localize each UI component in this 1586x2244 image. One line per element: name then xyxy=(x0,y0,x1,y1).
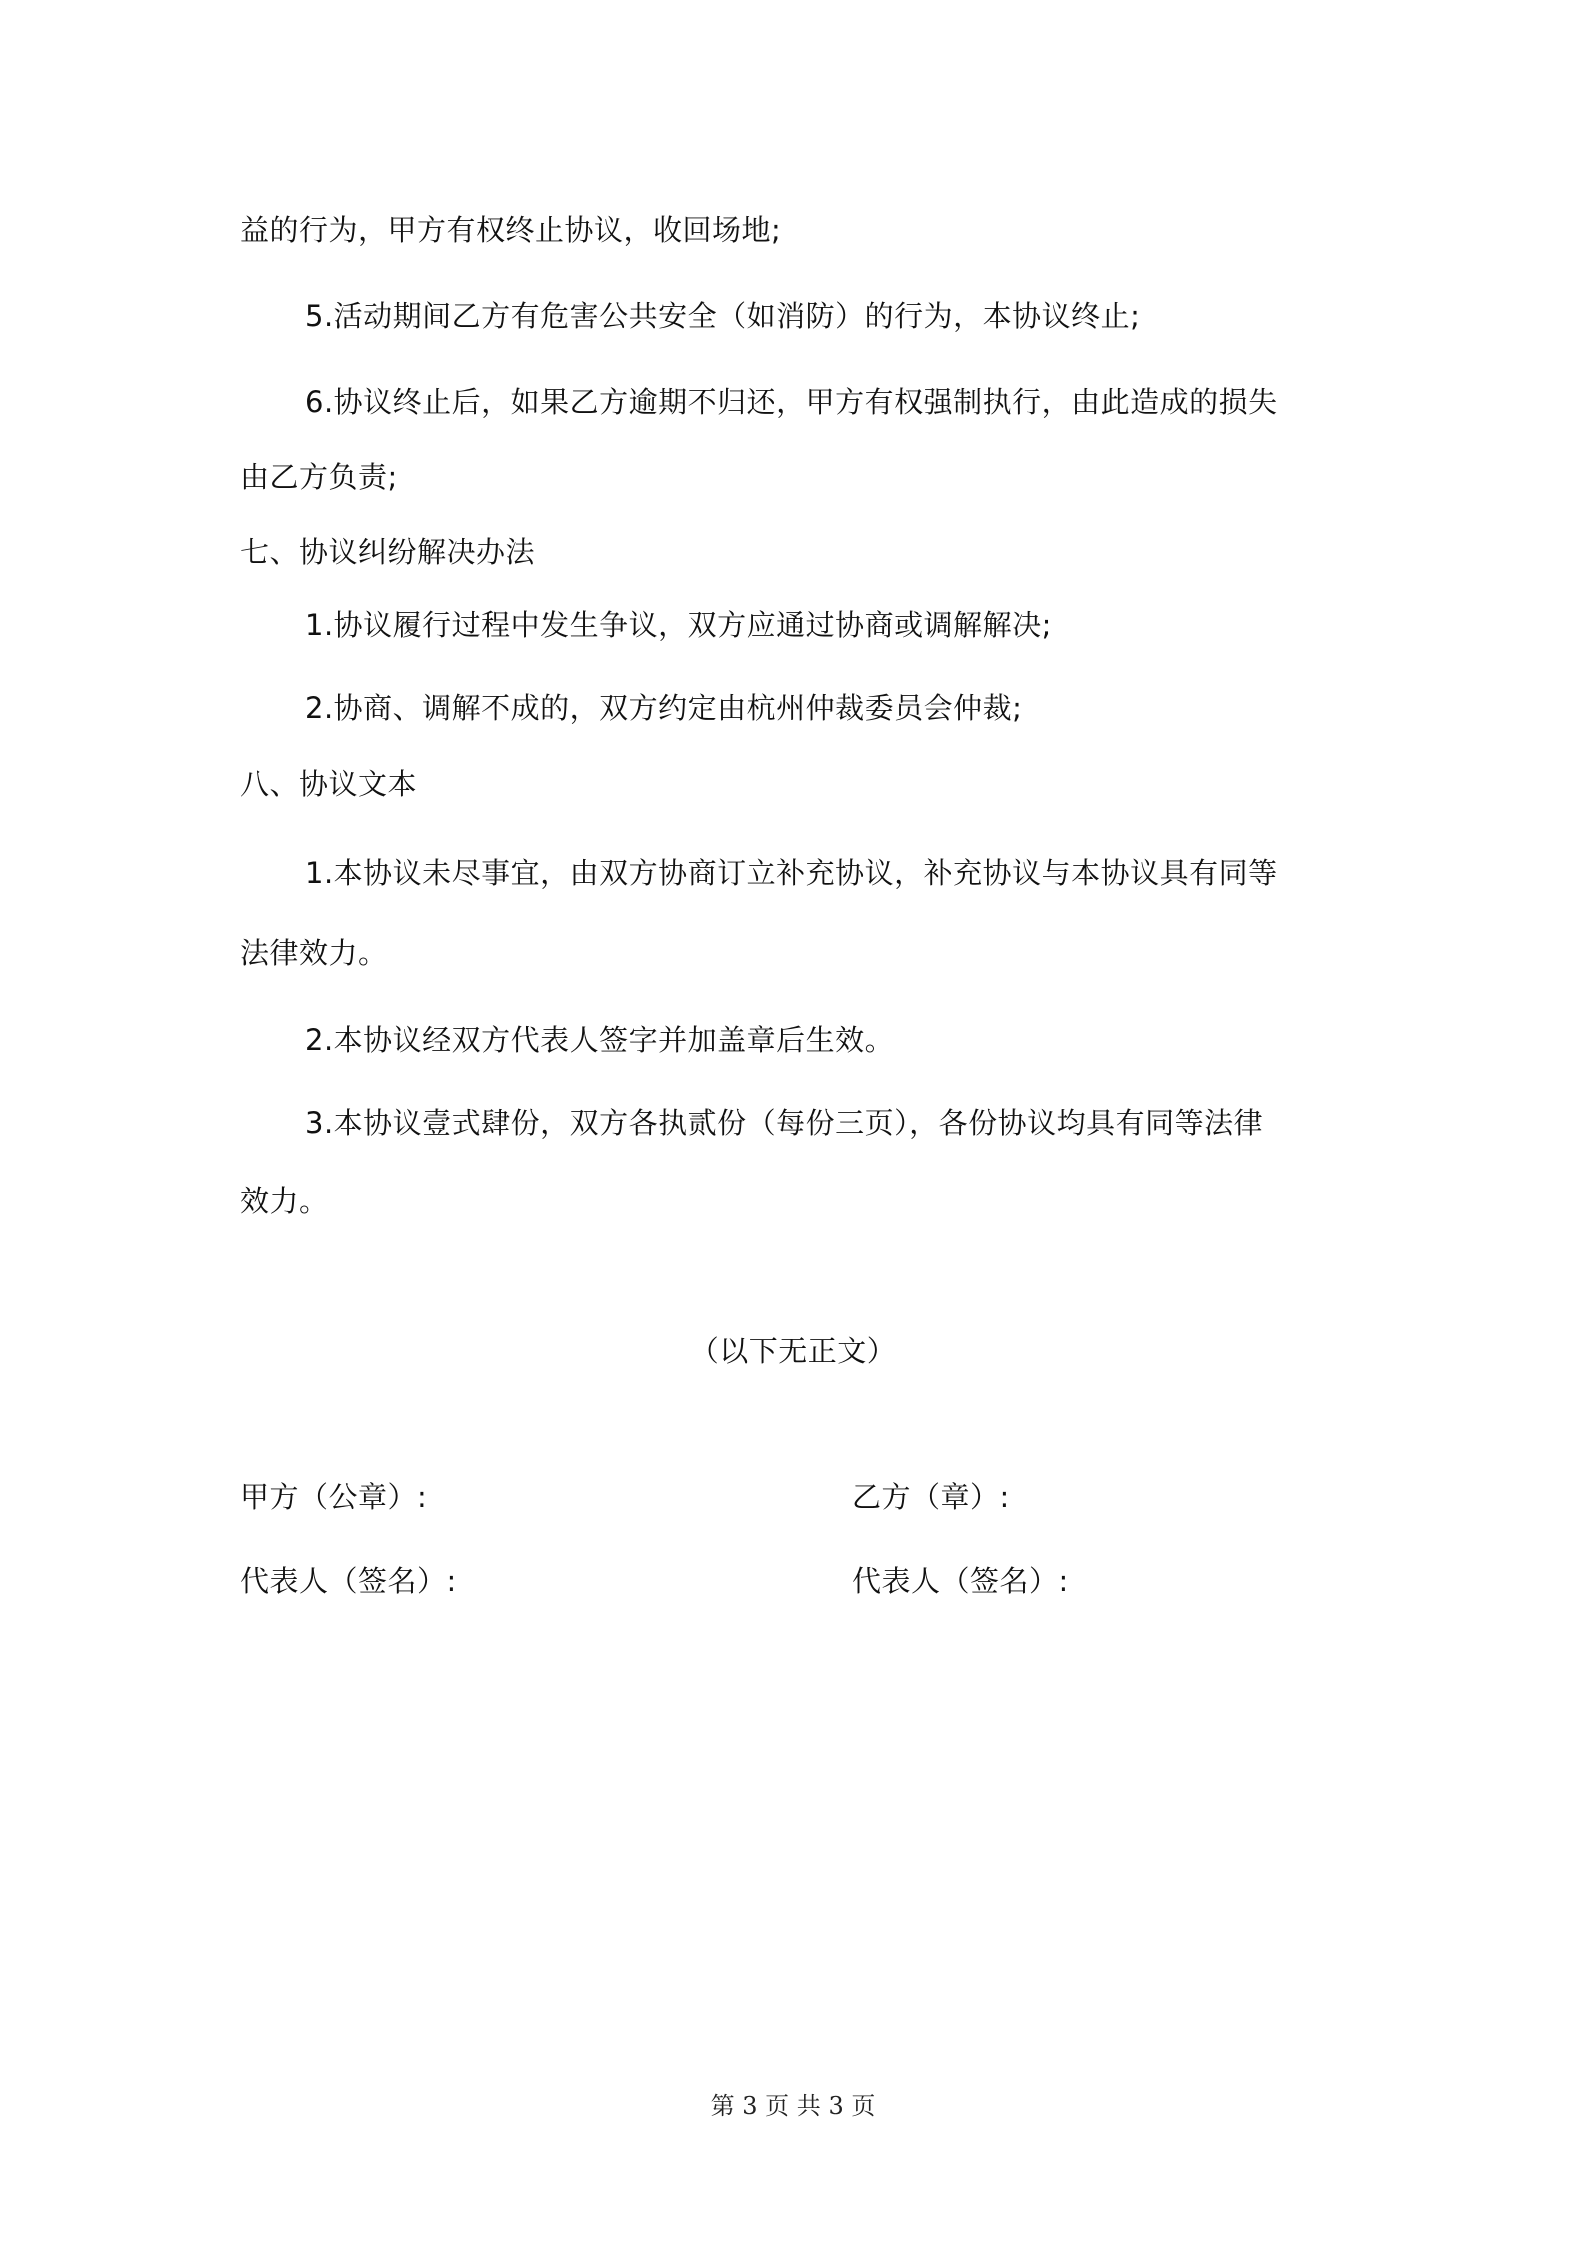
party-b-representative-label: 代表人（签名）: xyxy=(852,1564,1069,1598)
end-note: （以下无正文） xyxy=(689,1334,897,1368)
party-b-seal-label: 乙方（章）: xyxy=(852,1480,1010,1514)
paragraph-line: 效力。 xyxy=(240,1184,329,1218)
party-a-representative-label: 代表人（签名）: xyxy=(240,1564,457,1598)
paragraph-line: 由乙方负责; xyxy=(240,460,398,494)
paragraph-line: 2.本协议经双方代表人签字并加盖章后生效。 xyxy=(305,1023,895,1057)
section-heading: 七、协议纠纷解决办法 xyxy=(240,535,536,569)
paragraph-line: 益的行为，甲方有权终止协议，收回场地; xyxy=(240,213,782,247)
paragraph-line: 2.协商、调解不成的，双方约定由杭州仲裁委员会仲裁; xyxy=(305,691,1023,725)
page-number: 第 3 页 共 3 页 xyxy=(710,2092,876,2120)
paragraph-line: 5.活动期间乙方有危害公共安全（如消防）的行为，本协议终止; xyxy=(305,299,1141,333)
paragraph-line: 1.本协议未尽事宜，由双方协商订立补充协议，补充协议与本协议具有同等 xyxy=(305,856,1278,890)
section-heading: 八、协议文本 xyxy=(240,767,418,801)
paragraph-line: 3.本协议壹式肆份，双方各执贰份（每份三页），各份协议均具有同等法律 xyxy=(305,1106,1264,1140)
paragraph-line: 法律效力。 xyxy=(240,936,388,970)
paragraph-line: 6.协议终止后，如果乙方逾期不归还，甲方有权强制执行，由此造成的损失 xyxy=(305,385,1278,419)
paragraph-line: 1.协议履行过程中发生争议，双方应通过协商或调解解决; xyxy=(305,608,1052,642)
party-a-seal-label: 甲方（公章）: xyxy=(240,1480,428,1514)
